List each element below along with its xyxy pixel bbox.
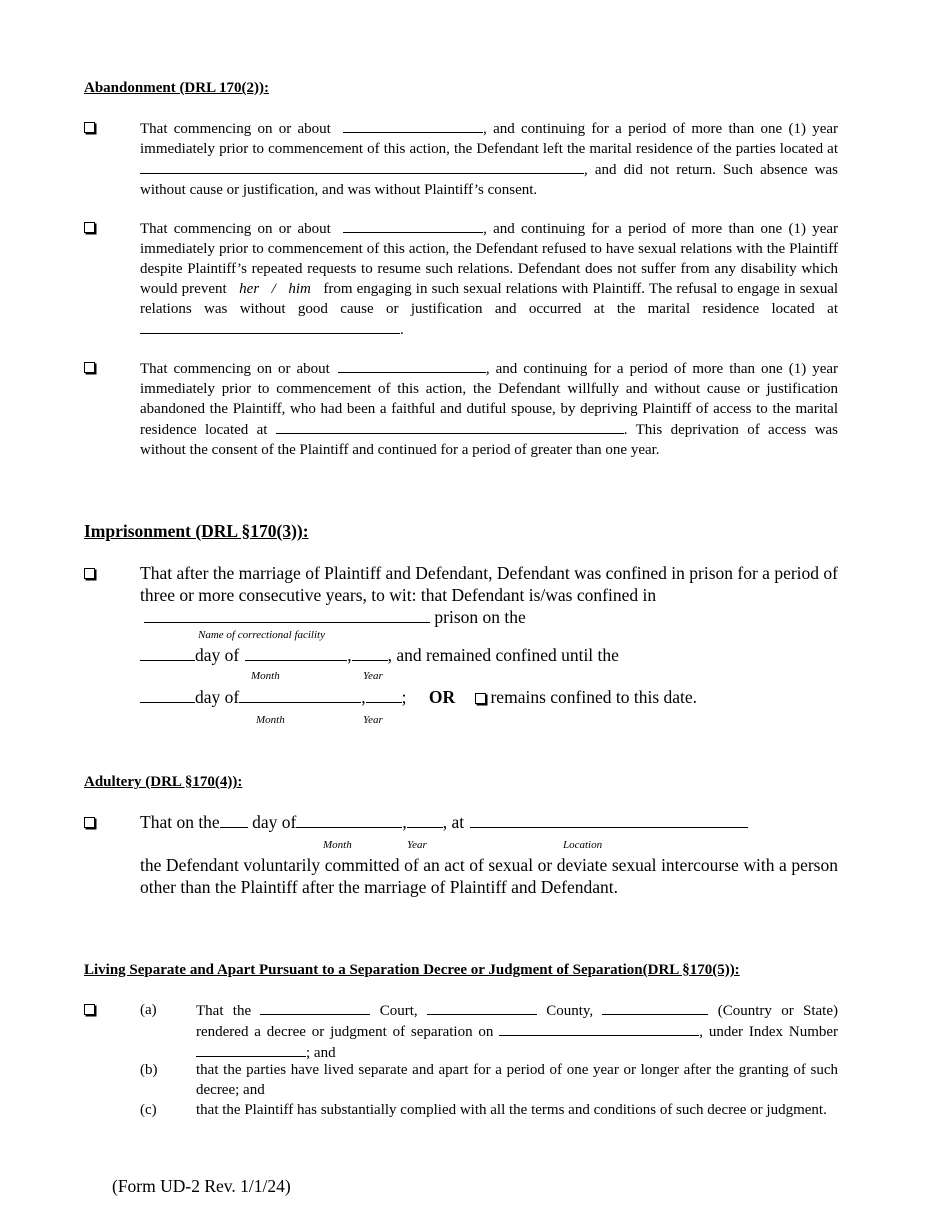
end-year-label: Year — [363, 714, 383, 726]
start-year-field[interactable] — [352, 645, 388, 661]
correctional-facility-field[interactable] — [144, 607, 430, 623]
abandonment-3-date-field[interactable] — [338, 358, 486, 373]
separation-court-field[interactable] — [260, 1000, 370, 1015]
adultery-heading: Adultery (DRL §170(4)): — [84, 774, 243, 790]
separation-b-text: that the parties have lived separate and apart for a period of one year or longer after the granting of such decree; and — [196, 1062, 838, 1098]
separation-checkbox[interactable] — [84, 1004, 95, 1015]
start-month-field[interactable] — [245, 645, 347, 661]
abandonment-option-1-checkbox[interactable] — [84, 122, 95, 133]
abandonment-2-residence-field[interactable] — [140, 319, 400, 334]
adultery-paragraph: the Defendant voluntarily committed of an act of sexual or deviate sexual intercourse with a person other than the Plaintiff after the marriage of Plaintiff and Defendant. — [140, 855, 838, 897]
end-year-field[interactable] — [366, 687, 402, 703]
separation-county-field[interactable] — [427, 1000, 537, 1015]
separation-a-text: That the Court, County, (Country or State) rendered a decree or judgment of separation on , under Index Number ; and — [196, 1000, 838, 1063]
adultery-year-label: Year — [407, 839, 427, 851]
separation-country-field[interactable] — [602, 1000, 708, 1015]
abandonment-paragraph-1: That commencing on or about , and continuing for a period of more than one (1) year immediately prior to commencement of this action, the Defendant left the marital residence of the parties located at , and did not return. Such absence was without cause or justification, and was without Plaintiff’s consent. — [140, 118, 838, 200]
form-footer: (Form UD-2 Rev. 1/1/24) — [112, 1176, 291, 1196]
start-year-label: Year — [363, 670, 383, 682]
adultery-checkbox[interactable] — [84, 817, 95, 828]
abandonment-3-residence-field[interactable] — [276, 419, 624, 434]
separation-c-text: that the Plaintiff has substantially complied with all the terms and conditions of such decree or judgment. — [196, 1102, 827, 1118]
separation-date-field[interactable] — [499, 1021, 699, 1036]
separation-heading: Living Separate and Apart Pursuant to a Separation Decree or Judgment of Separation(DRL §170(5)): — [84, 962, 740, 978]
separation-c-label: (c) — [140, 1102, 157, 1118]
him-option[interactable]: him — [288, 281, 311, 297]
abandonment-option-3-checkbox[interactable] — [84, 362, 95, 373]
or-label: OR — [428, 687, 456, 707]
imprisonment-checkbox[interactable] — [84, 568, 95, 579]
separation-a-label: (a) — [140, 1002, 157, 1018]
abandonment-1-residence-field[interactable] — [140, 159, 584, 174]
end-month-field[interactable] — [239, 687, 361, 703]
separation-b-label: (b) — [140, 1062, 158, 1078]
imprisonment-start-line: day of , , and remained confined until the — [140, 644, 619, 666]
adultery-month-label: Month — [323, 839, 352, 851]
imprisonment-end-line: day of , ; OR remains confined to this date. — [140, 686, 697, 708]
end-day-field[interactable] — [140, 687, 195, 703]
abandonment-paragraph-2: That commencing on or about , and continuing for a period of more than one (1) year immediately prior to commencement of this action, the Defendant refused to have sexual relations with the Plaintiff despite Plaintiff’s repeated requests to resume such relations. Defendant does not suffer from any disability which would prevent her / him from engaging in such sexual relations with Plaintiff. The refusal to engage in sexual relations was without good cause or justification and occurred at the marital residence located at . — [140, 218, 838, 340]
imprisonment-paragraph: That after the marriage of Plaintiff and Defendant, Defendant was confined in prison for a period of three or more consecutive years, to wit: that Defendant is/was confined in — [140, 563, 838, 605]
her-option[interactable]: her — [239, 281, 260, 297]
adultery-day-field[interactable] — [220, 812, 248, 828]
imprisonment-heading: Imprisonment (DRL §170(3)): — [84, 521, 309, 541]
separation-index-number-field[interactable] — [196, 1042, 306, 1057]
end-month-label: Month — [256, 714, 285, 726]
abandonment-paragraph-3: That commencing on or about , and continuing for a period of more than one (1) year immediately prior to commencement of this action, the Defendant willfully and without cause or justification abandoned the Plaintiff, who had been a faithful and dutiful spouse, by depriving Plaintiff of access to the marital residence located at . This deprivation of access was without the consent of the Plaintiff and continued for a period of greater than one year. — [140, 358, 838, 460]
abandonment-2-date-field[interactable] — [343, 218, 483, 233]
adultery-date-line: That on the day of , , at — [140, 811, 748, 833]
adultery-location-field[interactable] — [470, 812, 748, 828]
adultery-month-field[interactable] — [296, 812, 402, 828]
abandonment-heading: Abandonment (DRL 170(2)): — [84, 80, 270, 96]
adultery-year-field[interactable] — [407, 812, 443, 828]
remains-confined-checkbox[interactable] — [475, 693, 486, 704]
facility-label: Name of correctional facility — [198, 629, 325, 641]
adultery-location-label: Location — [563, 839, 603, 851]
abandonment-1-date-field[interactable] — [343, 118, 483, 133]
imprisonment-prison-line: prison on the — [140, 606, 526, 628]
start-month-label: Month — [251, 670, 280, 682]
start-day-field[interactable] — [140, 645, 195, 661]
abandonment-option-2-checkbox[interactable] — [84, 222, 95, 233]
